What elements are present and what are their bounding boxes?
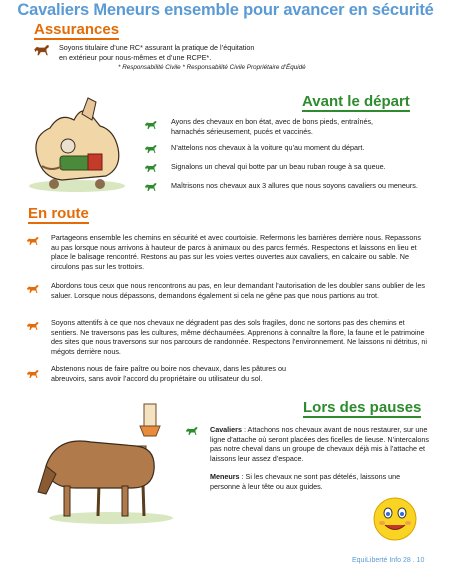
horse-icon-green bbox=[185, 425, 199, 436]
horse-icon-orange bbox=[26, 320, 40, 331]
horse-icon-brown bbox=[33, 43, 51, 56]
pause-horse-illustration bbox=[36, 396, 186, 526]
horse-icon-orange bbox=[26, 235, 40, 246]
avant-depart-item-2: N’attelons nos chevaux à la voiture qu’au moment du départ. bbox=[171, 143, 365, 152]
pauses-meneurs-label: Meneurs bbox=[210, 472, 240, 481]
avant-depart-item-1: Ayons des chevaux en bon état, avec de bons pieds, entraînés, harnachés sérieusement, pucés et vaccinés. bbox=[171, 117, 374, 136]
pauses-cavaliers bbox=[210, 425, 432, 463]
avant-depart-item-4: Maîtrisons nos chevaux aux 3 allures que nous soyons cavaliers ou meneurs. bbox=[171, 181, 418, 190]
pauses-cavaliers-text: : Attachons nos chevaux avant de nous restaurer, sur une ligne d’attache où seront placées des ficelles de lieuse. N’intercalons pas notre cheval dans un groupe de chevaux déjà mis à l’attache et laissons leur assez d’espace. bbox=[210, 425, 429, 463]
rider-horse-illustration bbox=[22, 96, 138, 194]
pauses-meneurs bbox=[210, 472, 432, 491]
horse-icon-green bbox=[144, 162, 158, 173]
pauses-heading: Lors des pauses bbox=[303, 399, 422, 416]
en-route-heading: En route bbox=[28, 205, 89, 222]
horse-icon-green bbox=[144, 143, 158, 154]
horse-icon-orange bbox=[26, 283, 40, 294]
page-title: Cavaliers Meneurs ensemble pour avancer en sécurité bbox=[17, 1, 434, 19]
horse-icon-green bbox=[144, 181, 158, 192]
assurances-line-2: en extérieur pour nous-mêmes et d’une RCPE*. bbox=[59, 53, 212, 62]
pauses-meneurs-text: : Si les chevaux ne sont pas dételés, laissons une personne à leur tête ou aux guides. bbox=[210, 472, 401, 491]
assurances-line-1: Soyons titulaire d’une RC* assurant la pratique de l’équitation bbox=[59, 43, 255, 52]
horse-icon-orange bbox=[26, 368, 40, 379]
avant-depart-heading: Avant le départ bbox=[302, 93, 410, 110]
pauses-cavaliers-label: Cavaliers bbox=[210, 425, 242, 434]
en-route-item-2: Abordons tous ceux que nous rencontrons au pas, en leur demandant l’autorisation de les doubler sans oublier de les saluer. Lorsque nous dépassons, demandons également si cela ne gêne pas que nous partions au trot. bbox=[51, 281, 425, 300]
en-route-item-1: Partageons ensemble les chemins en sécurité et avec courtoisie. Refermons les barrières derrière nous. Repassons au pas lorsque nous arrivons à hauteur de parcs à animaux ou des parcs fermés. Respectons et laissons en lieu et place le balisage rencontré. Restons au pas sur les voies vertes ouvertes aux cavaliers, en calcaire ou sable. Ne circulons pas sur les trottoirs. bbox=[51, 233, 421, 271]
en-route-item-4: Abstenons nous de faire paître ou boire nos chevaux, dans les pâtures ou abreuvoirs, sans avoir l’accord du propriétaire ou utilisateur du sol. bbox=[51, 364, 286, 383]
smiley-icon bbox=[372, 496, 418, 542]
en-route-item-3: Soyons attentifs à ce que nos chevaux ne dégradent pas des sols fragiles, donc ne sortons pas des chemins et sentiers. Ne traversons pas les cultures, même déchaumées. Apprenons à connaître la flore, la faune et le patrimoine des sites que nous traversons sur nos parcours de randonnée. Respectons l’environnement. Ne laissons ni détritus, ni mégots derrière nous. bbox=[51, 318, 427, 356]
footer-text: EquiLiberté Info 28 . 10 bbox=[352, 557, 425, 564]
avant-depart-item-3: Signalons un cheval qui botte par un beau ruban rouge à sa queue. bbox=[171, 162, 386, 171]
assurances-heading: Assurances bbox=[34, 21, 120, 38]
assurances-footnote: * Responsabilité Civile * Responsabilité Civile Propriétaire d’Équidé bbox=[118, 64, 306, 71]
horse-icon-green bbox=[144, 119, 158, 130]
